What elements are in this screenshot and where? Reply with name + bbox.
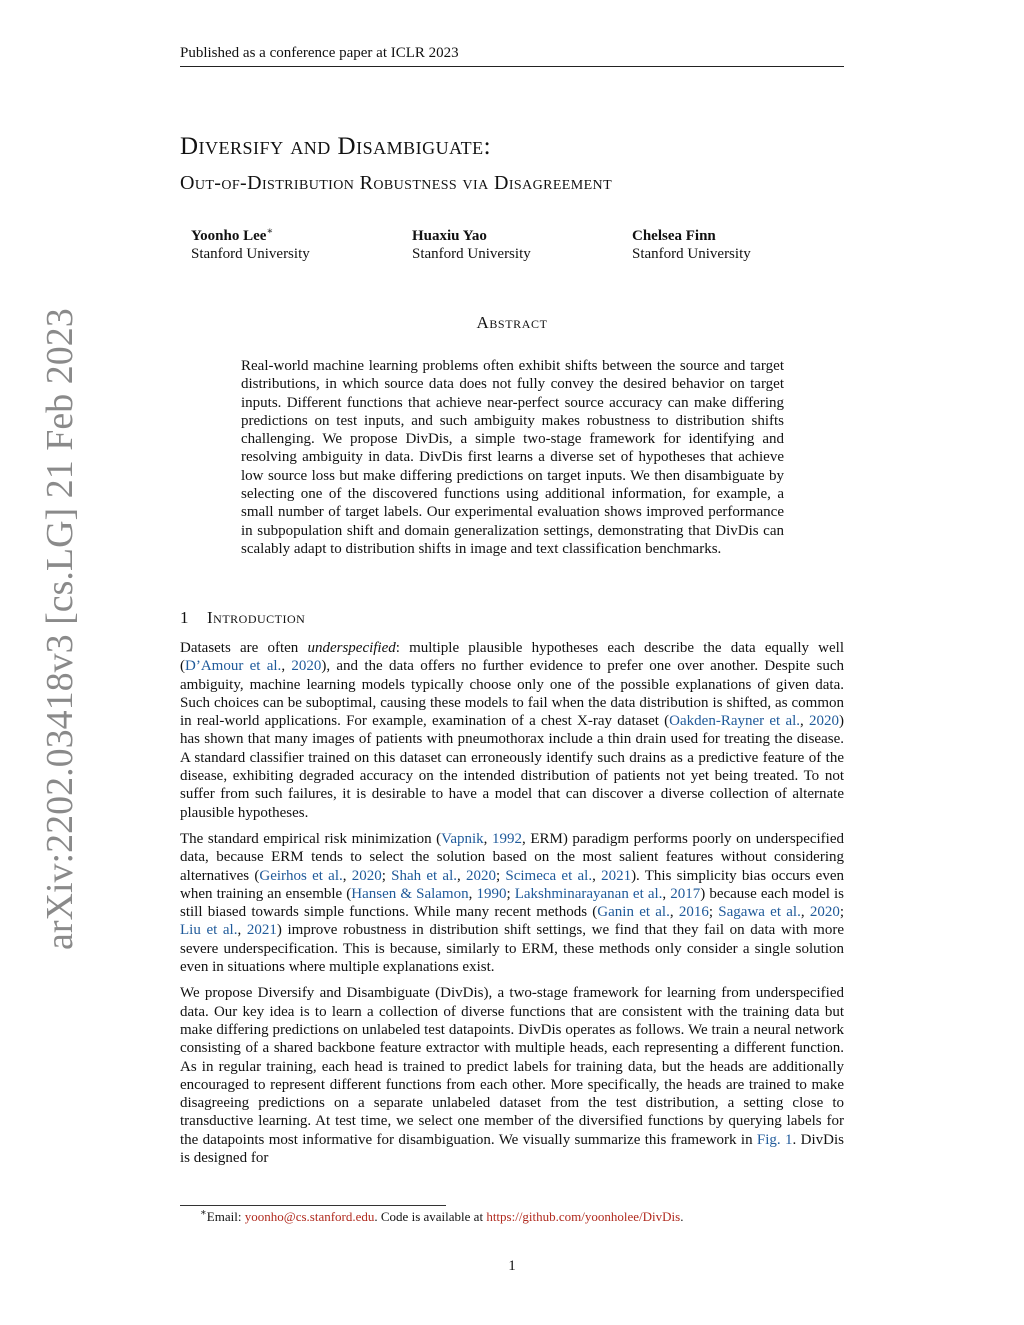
text: ; — [708, 904, 719, 921]
citation-link[interactable]: 2021 — [601, 867, 632, 884]
text: . DivDis is designed for — [180, 1131, 844, 1167]
citation-link[interactable]: 2016 — [678, 904, 709, 921]
paragraph-3 — [180, 984, 844, 1167]
paper-title — [180, 131, 844, 198]
footnote-mark: ∗ — [200, 1207, 207, 1219]
section-body — [180, 639, 844, 1175]
paragraph-1 — [180, 639, 844, 822]
citation-link[interactable]: D’Amour et al. — [185, 658, 282, 675]
footnote-text: . Code is available at — [374, 1209, 487, 1224]
section-heading — [180, 608, 844, 628]
text: ; — [495, 867, 506, 884]
text: , — [281, 658, 292, 675]
text: ; — [506, 885, 515, 902]
text: , — [237, 922, 247, 939]
author-2 — [412, 227, 531, 263]
author-block — [191, 227, 851, 267]
text: , — [669, 904, 679, 921]
citation-link[interactable]: 2021 — [246, 922, 277, 939]
author-affiliation: Stanford University — [191, 246, 310, 262]
citation-link[interactable]: Scimeca et al. — [505, 867, 593, 884]
author-name: Huaxiu Yao — [412, 228, 487, 244]
running-header: Published as a conference paper at ICLR 2023 — [180, 44, 844, 67]
citation-link[interactable]: 2020 — [465, 867, 496, 884]
figure-reference-link[interactable]: Fig. 1 — [756, 1131, 793, 1148]
text: The standard empirical risk minimization ( — [180, 830, 442, 847]
text: , — [662, 885, 671, 902]
text: We propose Diversify and Disambiguate (DivDis), a two-stage framework for learning from underspecified data. Our key idea is to learn a collection of diverse functions that are consistent with the training data but make differing predictions on unlabeled test datapoints. DivDis operates as follows. We train a neural network consisting of a shared backbone feature extractor with multiple heads, each representing a different function. As in regular training, each head is trained to predict labels for training data, but the heads are additionally encouraged to represent different functions from each other. More specifically, the heads are trained to make disagreeing predictions on a separate unlabeled dataset from the test distribution, a setting close to transductive learning. At test time, we select one member of the diversified functions by querying labels for the datapoints most informative for disambiguation. We visually summarize this framework in — [180, 985, 844, 1148]
title-line-1: Diversify and Disambiguate: — [180, 133, 492, 160]
text: Datasets are often — [180, 640, 308, 656]
citation-link[interactable]: Hansen & Salamon — [351, 885, 469, 902]
text: ) has shown that many images of patients with pneumothorax include a thin drain used for treating the disease. A standard classifier trained on this dataset can erroneously identify such drains as a predictive feature of the disease, exhibiting degraded accuracy on the intended distribution of patients not yet being treated. To not suffer from such failures, it is desirable to have a model that can discover a diverse collection of alternate plausible hypotheses. — [180, 713, 845, 821]
emphasis: underspecified — [307, 640, 396, 656]
citation-link[interactable]: 2017 — [670, 885, 701, 902]
code-url-link[interactable]: https://github.com/yoonholee/DivDis — [486, 1209, 681, 1224]
text: ) improve robustness in distribution shift settings, we find that they fail on data with more severe underspecification. This is because, similarly to ERM, these methods only consider a single solution even in situations where multiple explanations exist. — [180, 922, 845, 976]
author-name: Yoonho Lee — [191, 228, 267, 244]
footnote-rule — [180, 1205, 446, 1206]
text: ; — [839, 904, 844, 921]
abstract-heading: Abstract — [476, 313, 548, 332]
text: , — [800, 713, 810, 730]
section-number: 1 — [180, 608, 189, 627]
text: ). This simplicity bias occurs even when training an ensemble ( — [180, 867, 844, 902]
text: , — [342, 867, 352, 884]
section-title: Introduction — [207, 608, 306, 627]
citation-link[interactable]: 2020 — [809, 904, 840, 921]
text: , — [592, 867, 602, 884]
abstract-text: Real-world machine learning problems often exhibit shifts between the source and target distributions, in which source data does not fully convey the desired behavior on target inputs. Different functions that achieve near-perfect source accuracy can make differing predictions on test inputs, and such ambiguity makes robustness to distribution shifts challenging. We propose DivDis, a simple two-stage framework for identifying and resolving ambiguity in data. DivDis first learns a diverse set of hypotheses that achieve low source loss but make differing predictions on target inputs. We then disambiguate by selecting one of the discovered functions using additional information, for example, a small number of target labels. Our experimental evaluation shows improved performance in subpopulation shift and domain generalization settings, demonstrating that DivDis can scalably adapt to distribution shifts in image and text classification benchmarks. — [241, 358, 784, 557]
text: , — [800, 904, 810, 921]
paragraph-2 — [180, 830, 844, 976]
citation-link[interactable]: 2020 — [291, 658, 322, 675]
citation-link[interactable]: Geirhos et al. — [259, 867, 343, 884]
email-link[interactable]: yoonho@cs.stanford.edu — [244, 1209, 375, 1224]
citation-link[interactable]: Liu et al. — [180, 922, 238, 939]
page-number: 1 — [508, 1258, 516, 1274]
author-3 — [632, 227, 751, 263]
footnote — [180, 1209, 844, 1225]
citation-link[interactable]: 2020 — [351, 867, 382, 884]
footnote-end: . — [680, 1209, 684, 1224]
text: ; — [381, 867, 392, 884]
citation-link[interactable]: 1990 — [476, 885, 507, 902]
citation-link[interactable]: Sagawa et al. — [718, 904, 801, 921]
arxiv-identifier: arXiv:2202.03418v3 [cs.LG] 21 Feb 2023 — [39, 308, 81, 950]
text: : multiple plausible hypotheses each describe the data equally well ( — [180, 640, 844, 675]
citation-link[interactable]: Shah et al. — [391, 867, 457, 884]
text: ) because each model is still biased towards simple functions. While many recent methods ( — [180, 885, 845, 921]
title-line-2: Out-of-Distribution Robustness via Disagreement — [180, 172, 613, 194]
author-affiliation: Stanford University — [632, 246, 751, 262]
citation-link[interactable]: Ganin et al. — [597, 904, 670, 921]
text: , ERM) paradigm performs poorly on underspecified data, because ERM tends to select the solution based on the most salient features without considering alternatives ( — [180, 830, 845, 884]
author-1 — [191, 227, 310, 263]
text: , — [468, 885, 477, 902]
citation-link[interactable]: Oakden-Rayner et al. — [669, 713, 801, 730]
footnote-label: Email: — [206, 1209, 245, 1224]
text: , — [483, 830, 493, 847]
text: , — [457, 867, 466, 884]
author-affiliation: Stanford University — [412, 246, 531, 262]
text: ), and the data offers no further evidence to prefer one over another. Despite such ambiguity, machine learning models typically choose only one of the possible explanations of given data. Such choices can be suboptimal, causing these models to fail when the data distribution is shifted, as common in real-world applications. For example, examination of a chest X-ray dataset ( — [180, 658, 844, 730]
citation-link[interactable]: Vapnik — [441, 830, 484, 847]
citation-link[interactable]: 1992 — [492, 830, 523, 847]
citation-link[interactable]: Lakshminarayanan et al. — [514, 885, 663, 902]
author-name: Chelsea Finn — [632, 228, 716, 244]
citation-link[interactable]: 2020 — [809, 713, 840, 730]
footnote-mark: ∗ — [266, 226, 274, 237]
